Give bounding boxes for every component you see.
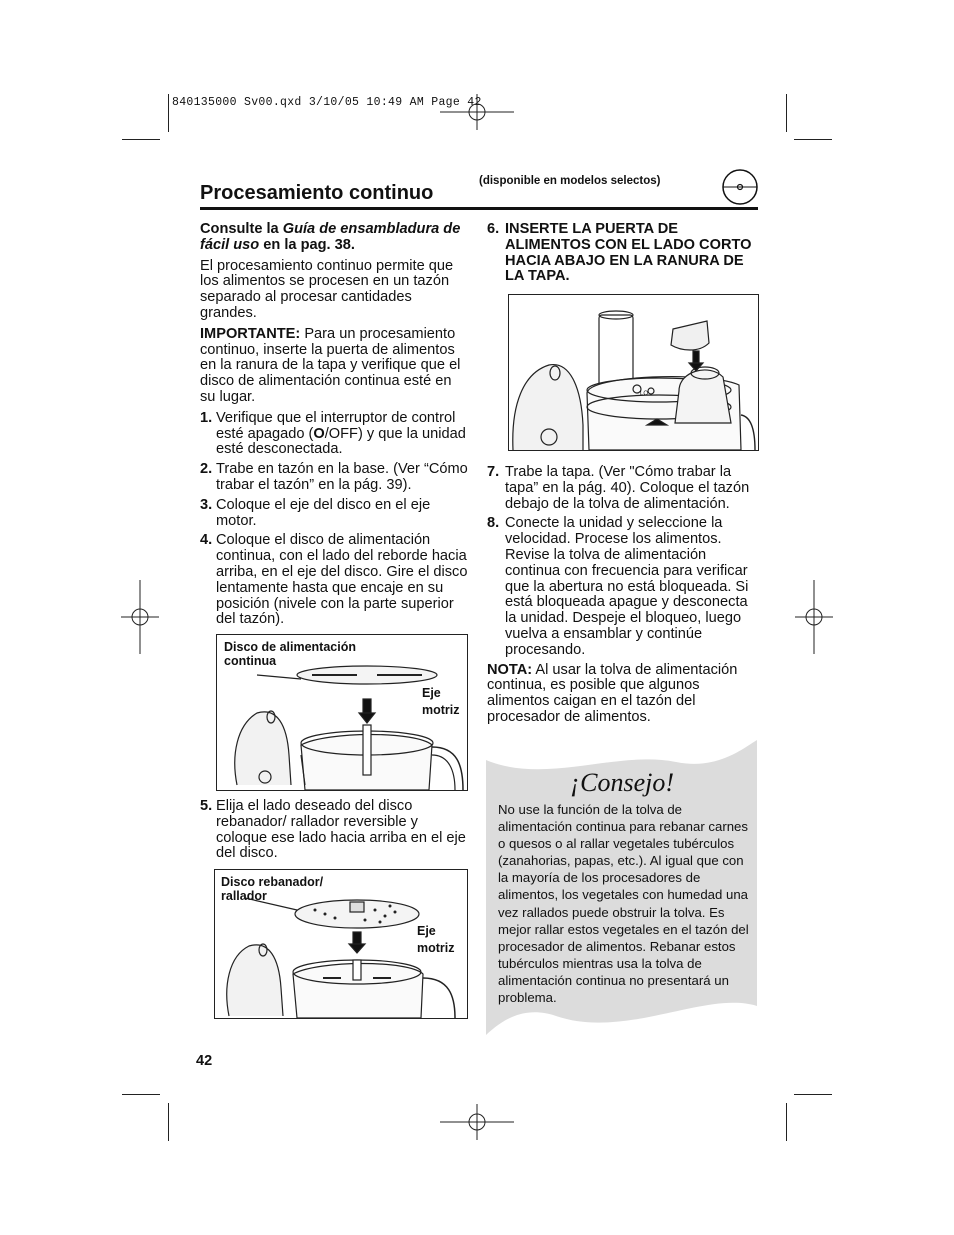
figure-label: Eje motriz xyxy=(417,924,455,955)
steps-list xyxy=(487,465,759,659)
figure-label: Disco rebanador/ rallador xyxy=(221,875,324,903)
list-item: 8. Conecte la unidad y seleccione la velocidad. Procese los alimentos. Revise la tolva de alimentación continua con frecuencia para verificar que la abertura no está bloqueada. Si está bloqueada apague y desconecta la unidad. Despeje el bloqueo, luego vuelva a ensamblar y continúe procesando. xyxy=(487,515,749,658)
header-rule xyxy=(200,207,758,210)
note-paragraph: NOTA: Al usar la tolva de alimentación continua, es posible que algunos alimentos caigan en el tazón del procesador de alimentos. xyxy=(487,661,738,725)
intro-paragraph: El procesamiento continuo permite que los alimentos se procesen en un tazón separado al procesar cantidades grandes. xyxy=(200,257,454,321)
steps-list xyxy=(200,799,470,862)
figure-label: Eje motriz xyxy=(422,686,460,717)
list-item: 2. Trabe en tazón en la base. (Ver “Cómo trabar el tazón” en la pág. 39). xyxy=(200,461,468,493)
figure-slicer-disc xyxy=(214,869,468,1019)
list-item: 6. INSERTE LA PUERTA DE ALIMENTOS CON EL LADO CORTO HACIA ABAJO EN LA RANURA DE LA TAPA. xyxy=(487,221,752,285)
tip-body: No use la función de la tolva de alimentación continua para rebanar carnes o quesos o al rallar vegetales tubérculos (zanahorias, papas, etc.). Al igual que con la mayoría de los procesadores de alimentos, los vegetales con humedad una vez rallados puede obstruir la tolva. Es mejor rallar estos vegetales en el tazón del procesador de alimentos. Rebanar estos tubérculos mientras usa la tolva de alimentación continua no presentará un problema. xyxy=(498,802,749,1006)
figure-continuous-disc xyxy=(216,634,468,791)
step-6-block xyxy=(487,222,759,289)
list-item: 5. Elija el lado deseado del disco rebanador/ rallador reversible y coloque ese lado hacia arriba en el eje del disco. xyxy=(200,798,466,862)
list-item: 3. Coloque el eje del disco en el eje motor. xyxy=(200,496,431,529)
steps-7-8-block xyxy=(487,465,759,731)
food-door-insert-illustration xyxy=(509,295,758,450)
figure-food-door xyxy=(508,294,759,451)
disc-icon xyxy=(721,168,759,206)
figure-label: Disco de alimentación continua xyxy=(224,640,356,668)
list-item: 1. Verifique que el interruptor de control esté apagado (O/OFF) y que la unidad esté desconectada. xyxy=(200,409,466,458)
list-item: 4. Coloque el disco de alimentación continua, con el lado del reborde hacia arriba, en el eje del disco. Gire el disco lentamente hasta que encaje en su posición (nivele con la parte superior del tazón). xyxy=(200,532,468,628)
left-column xyxy=(200,222,470,632)
important-paragraph: IMPORTANTE: Para un procesamiento continuo, inserte la puerta de alimentos en la ranura de la tapa y verifique que el disco de alimentación continua esté en su lugar. xyxy=(200,325,461,405)
page-title: Procesamiento continuo xyxy=(200,182,434,204)
steps-list xyxy=(487,222,759,285)
steps-list xyxy=(200,411,470,628)
page-subtitle: (disponible en modelos selectos) xyxy=(479,175,661,187)
step-5-block xyxy=(200,799,470,866)
tip-title: ¡Consejo! xyxy=(570,768,674,797)
intro-reference: Consulte la Guía de ensambladura de fácil uso en la pag. 38. xyxy=(200,221,461,253)
page-number: 42 xyxy=(196,1053,213,1069)
print-slug: 840135000 Sv00.qxd 3/10/05 10:49 AM Page 42 xyxy=(172,96,482,109)
dial-label: LO xyxy=(640,391,649,397)
list-item: 7. Trabe la tapa. (Ver "Cómo trabar la tapa” en la pág. 40). Coloque el tazón debajo de la tolva de alimentación. xyxy=(487,464,750,512)
